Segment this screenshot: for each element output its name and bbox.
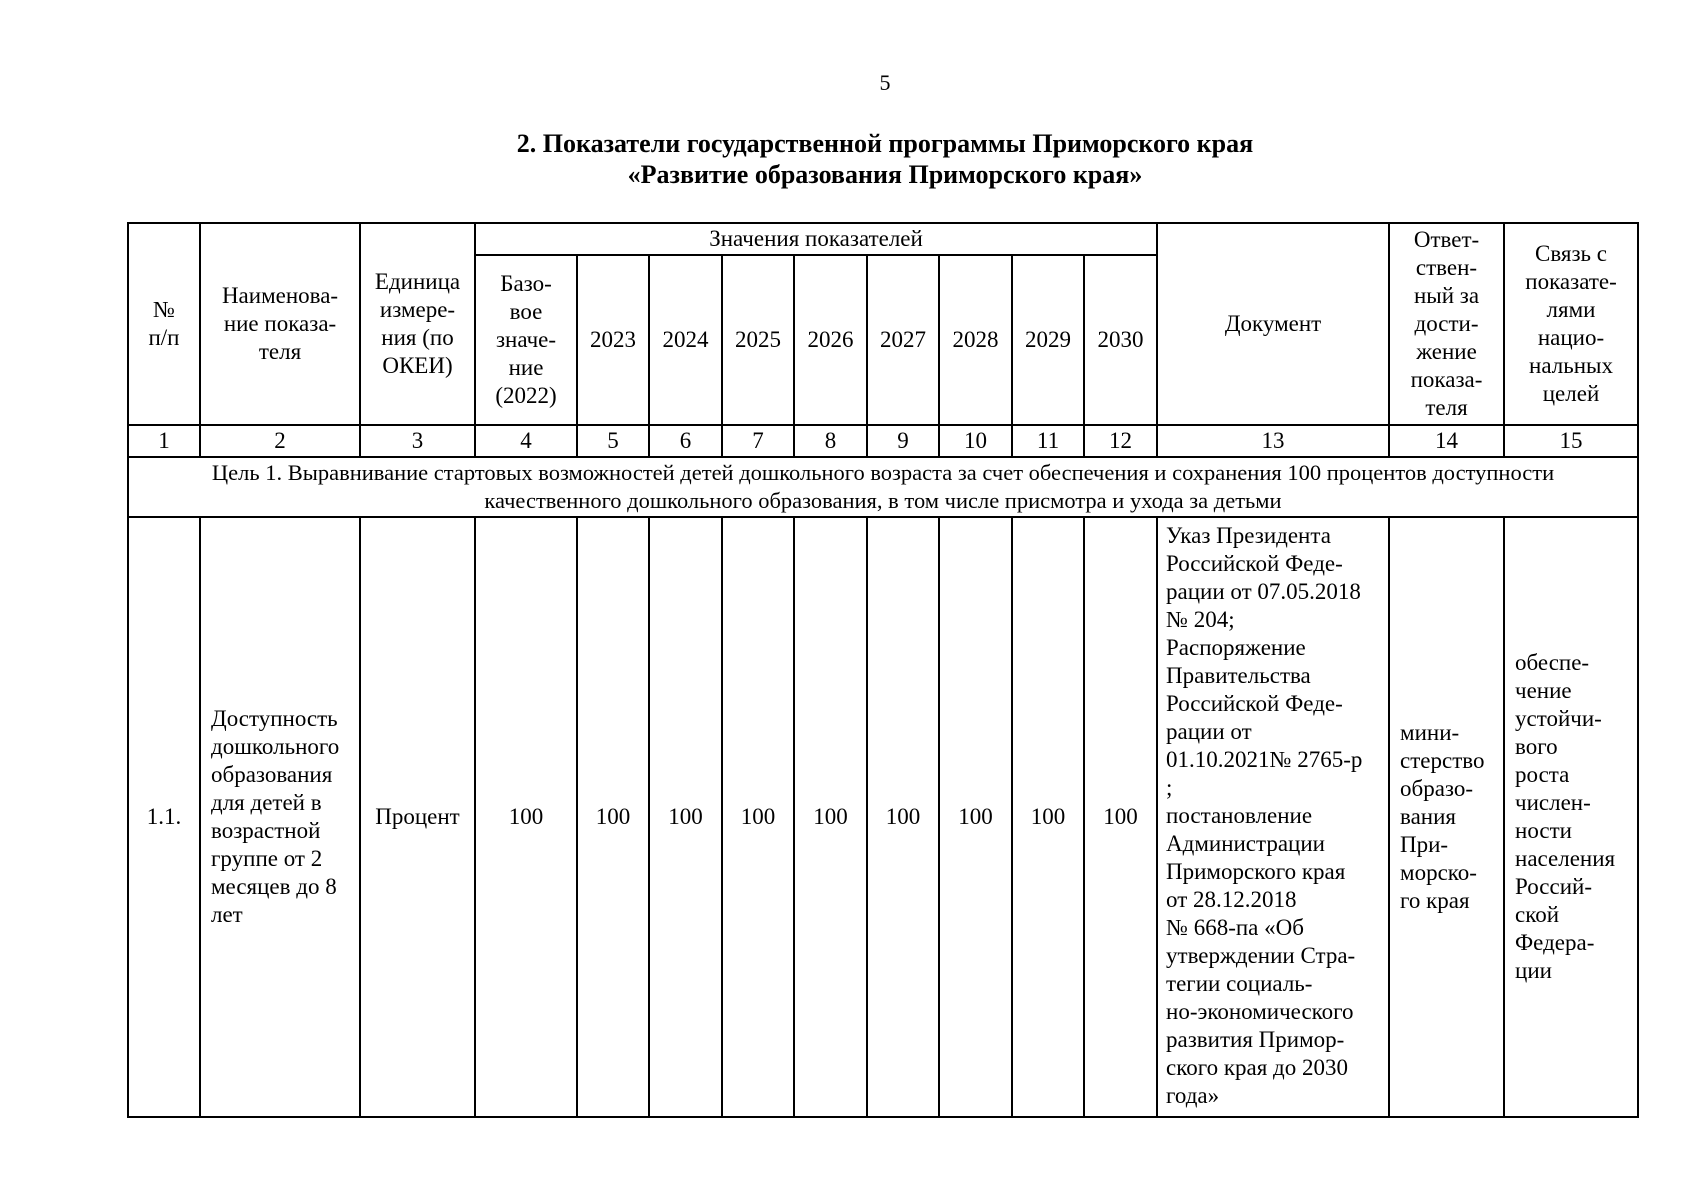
header-base-value: Базо- вое значе- ние (2022) bbox=[475, 255, 577, 425]
column-number: 1 bbox=[128, 425, 200, 457]
header-national-goals-link: Связь с показате- лями нацио- нальных целей bbox=[1504, 223, 1638, 425]
column-number: 12 bbox=[1084, 425, 1157, 457]
header-responsible: Ответ- ствен- ный за дости- жение показа- теля bbox=[1389, 223, 1504, 425]
title-line-1: 2. Показатели государственной программы Приморского края bbox=[516, 129, 1254, 158]
indicator-value: 100 bbox=[867, 517, 939, 1117]
column-number: 9 bbox=[867, 425, 939, 457]
column-number: 8 bbox=[794, 425, 867, 457]
title-line-2: «Развитие образования Приморского края» bbox=[627, 160, 1143, 189]
indicator-value: 100 bbox=[1012, 517, 1084, 1117]
column-number: 5 bbox=[577, 425, 649, 457]
indicator-value: 100 bbox=[794, 517, 867, 1117]
indicator-responsible: мини- стерство образо- вания При- морско- го края bbox=[1389, 517, 1504, 1117]
indicator-num: 1.1. bbox=[128, 517, 200, 1117]
column-numbers-row bbox=[128, 425, 1638, 457]
header-indicator-name: Наименова- ние показа- теля bbox=[200, 223, 360, 425]
indicator-value: 100 bbox=[1084, 517, 1157, 1117]
indicator-row bbox=[128, 517, 1638, 1117]
header-year: 2026 bbox=[794, 255, 867, 425]
column-number: 6 bbox=[649, 425, 722, 457]
indicator-unit: Процент bbox=[360, 517, 475, 1117]
header-num: № п/п bbox=[128, 223, 200, 425]
column-number: 10 bbox=[939, 425, 1012, 457]
column-number: 13 bbox=[1157, 425, 1389, 457]
column-number: 11 bbox=[1012, 425, 1084, 457]
header-document: Документ bbox=[1157, 223, 1389, 425]
page-title bbox=[0, 128, 1697, 190]
header-row-group bbox=[128, 223, 1638, 255]
indicator-national-goal: обеспе- чение устойчи- вого роста числен- ности населения Россий- ской Федера- ции bbox=[1504, 517, 1638, 1117]
goal-1-text: Цель 1. Выравнивание стартовых возможностей детей дошкольного возраста за счет обеспечения и сохранения 100 процентов доступности качественного дошкольного образования, в том числе присмотра и ухода за детьми bbox=[128, 457, 1638, 517]
column-number: 3 bbox=[360, 425, 475, 457]
column-number: 14 bbox=[1389, 425, 1504, 457]
indicator-value: 100 bbox=[577, 517, 649, 1117]
header-unit: Единица измере- ния (по ОКЕИ) bbox=[360, 223, 475, 425]
header-year: 2027 bbox=[867, 255, 939, 425]
header-values-group: Значения показателей bbox=[475, 223, 1157, 255]
indicator-value: 100 bbox=[649, 517, 722, 1117]
header-year: 2023 bbox=[577, 255, 649, 425]
indicator-name: Доступность дошкольного образования для детей в возрастной группе от 2 месяцев до 8 лет bbox=[200, 517, 360, 1117]
indicator-value: 100 bbox=[475, 517, 577, 1117]
indicator-value: 100 bbox=[939, 517, 1012, 1117]
header-year: 2029 bbox=[1012, 255, 1084, 425]
header-year: 2024 bbox=[649, 255, 722, 425]
header-year: 2028 bbox=[939, 255, 1012, 425]
column-number: 15 bbox=[1504, 425, 1638, 457]
indicator-value: 100 bbox=[722, 517, 794, 1117]
header-year: 2025 bbox=[722, 255, 794, 425]
indicator-document: Указ Президента Российской Феде- рации от 07.05.2018 № 204; Распоряжение Правительства Российской Феде- рации от 01.10.2021№ 2765-р ; постановление Администрации Приморского края от 28.12.2018 № 668-па «Об утверждении Стра- тегии социаль- но-экономического развития Примор- ского края до 2030 года» bbox=[1157, 517, 1389, 1117]
header-year: 2030 bbox=[1084, 255, 1157, 425]
indicators-table bbox=[127, 222, 1639, 1118]
page-number: 5 bbox=[879, 70, 891, 95]
column-number: 4 bbox=[475, 425, 577, 457]
column-number: 7 bbox=[722, 425, 794, 457]
column-number: 2 bbox=[200, 425, 360, 457]
goal-row bbox=[128, 457, 1638, 517]
